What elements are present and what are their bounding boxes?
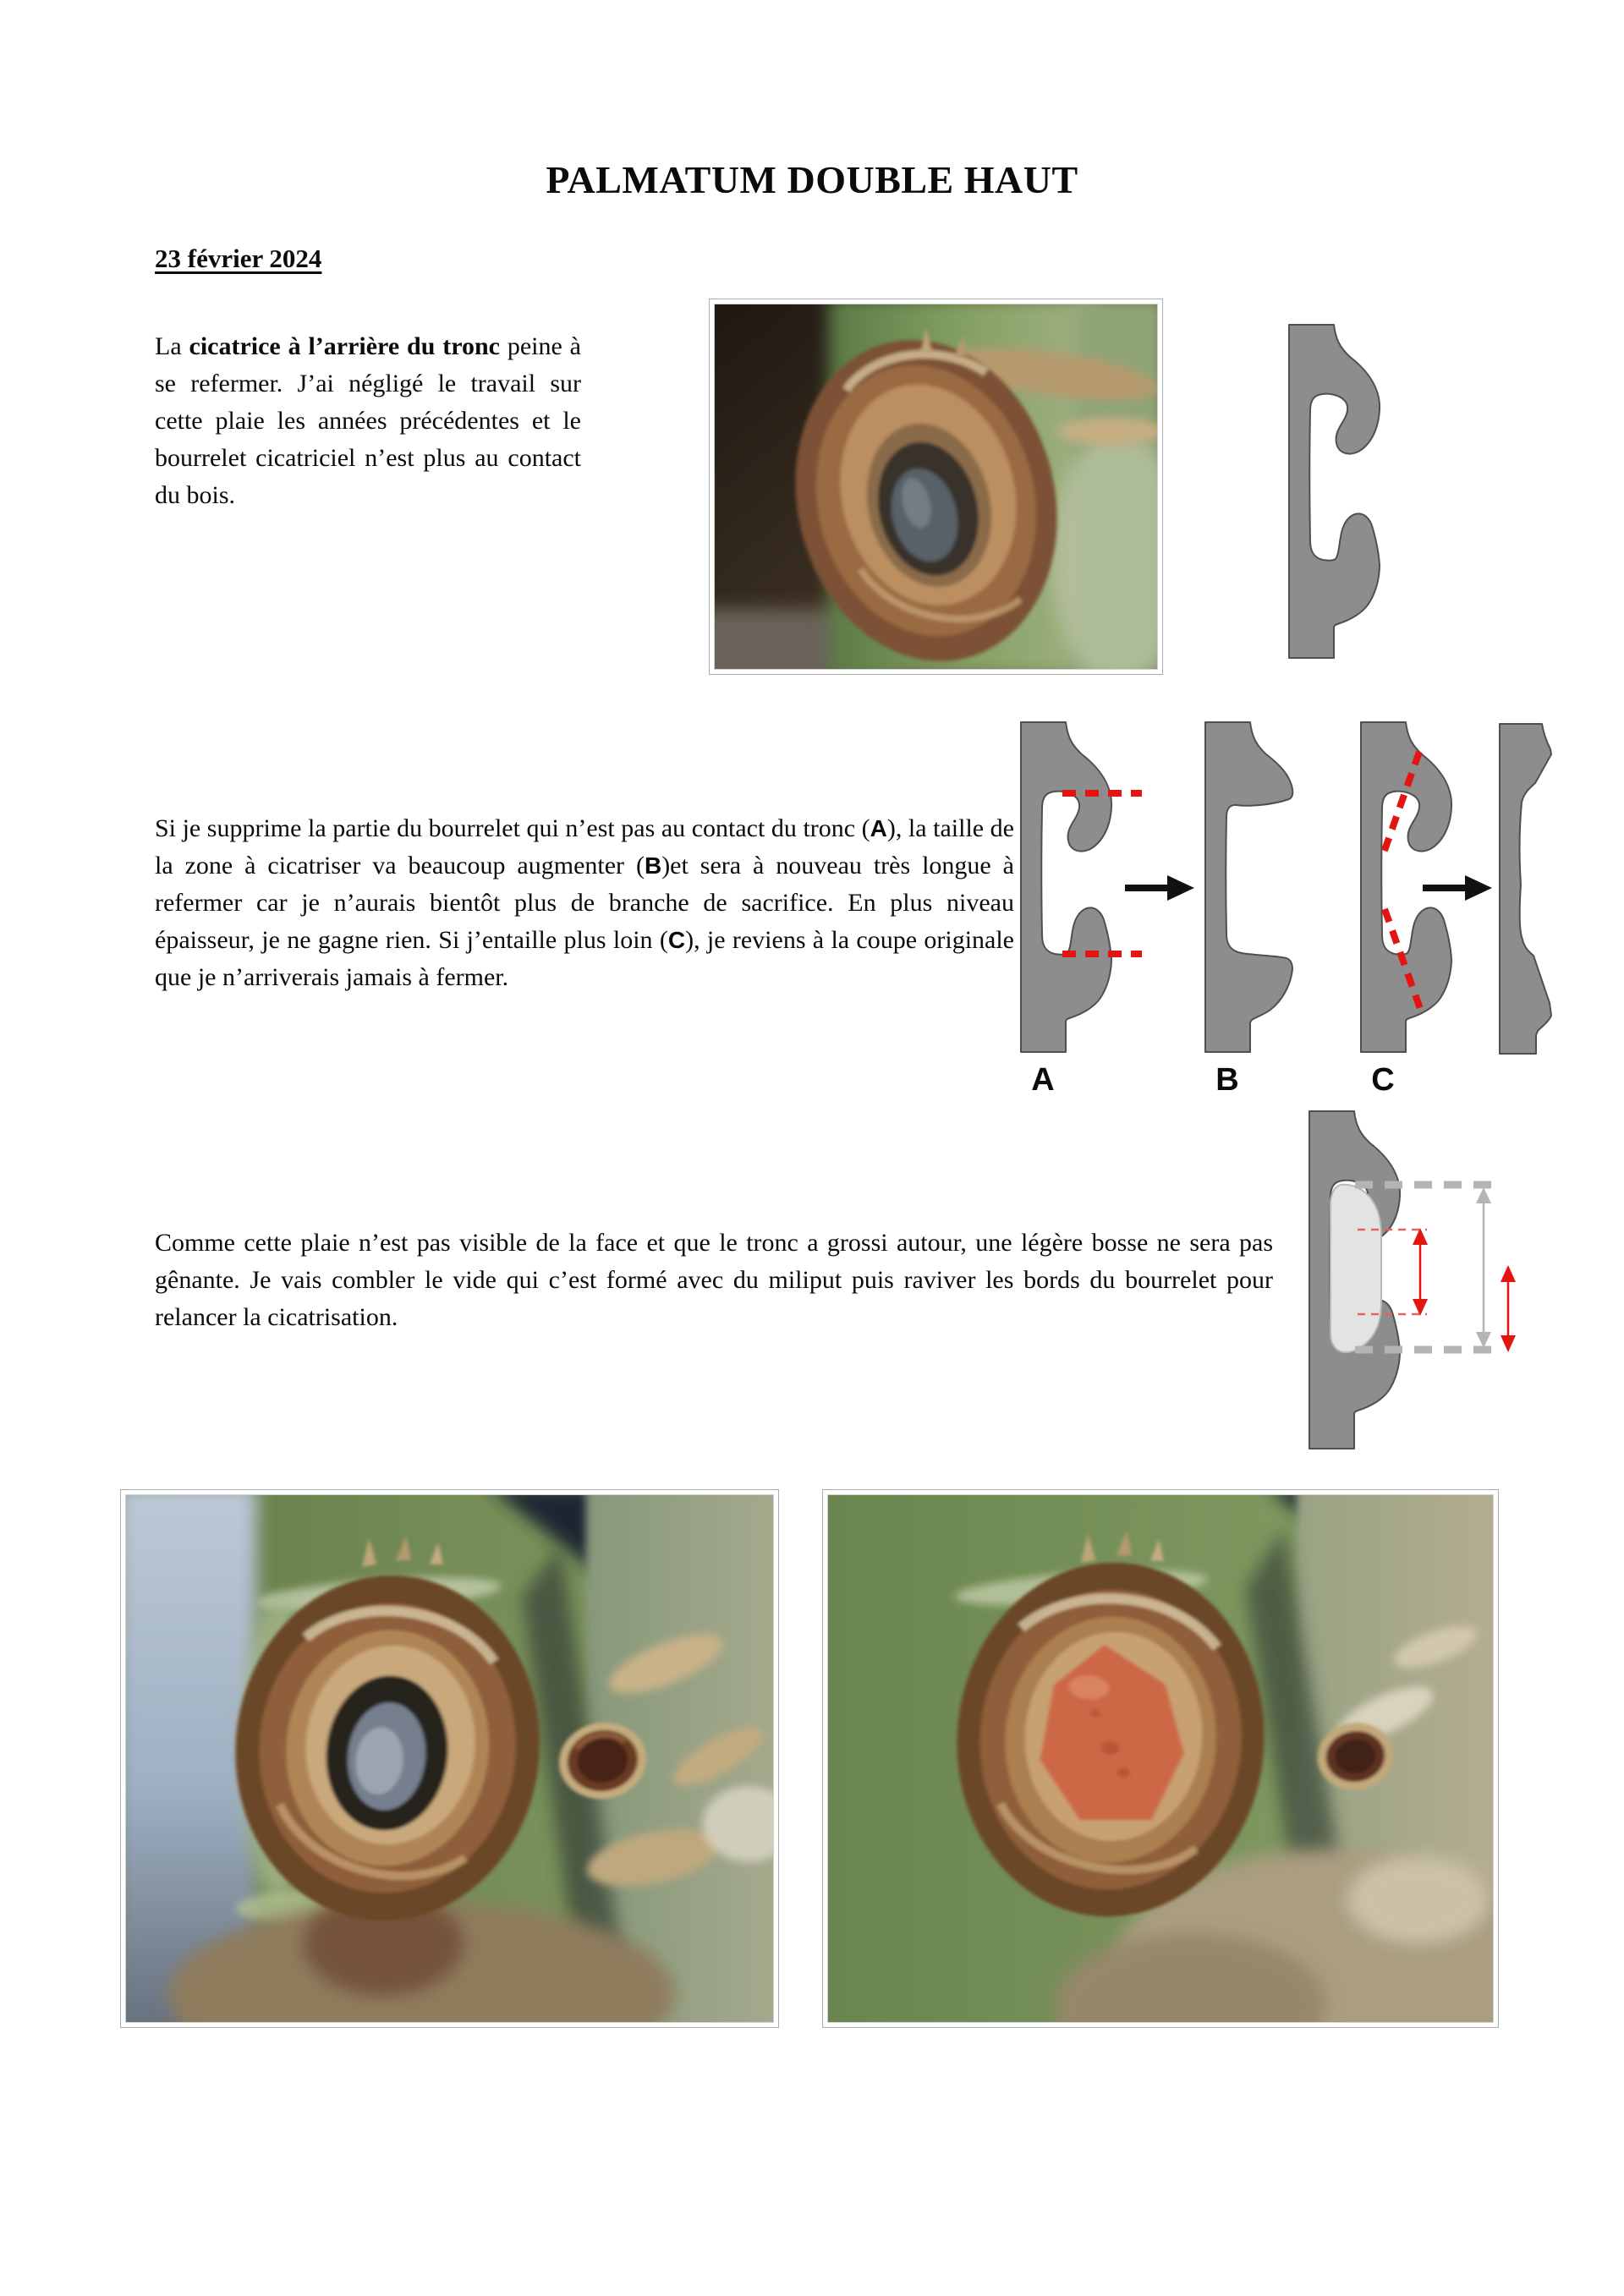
paragraph-cut-s2: ), la taille de la zone à cicatriser va beaucoup augmenter (	[155, 814, 1014, 879]
arrow-down-head-icon	[1476, 1332, 1491, 1348]
label-b-inline: B	[644, 852, 662, 879]
diagram-label-b: B	[1215, 1062, 1239, 1098]
diagram-label-c: C	[1371, 1062, 1395, 1098]
diagram-putty-filling	[1309, 1110, 1524, 1454]
trunk-profile-shape	[1021, 722, 1111, 1052]
paragraph-cut-s4: ), je reviens à la coupe originale que je n’arriverais jamais à fermer.	[155, 926, 1014, 991]
label-a-inline: A	[870, 815, 887, 841]
photo-scar-back-of-trunk	[709, 299, 1163, 675]
paragraph-intro-rest: peine à se refermer. J’ai négligé le travail sur cette plaie les années précédentes et le bourrelet cicatriciel n’est plus au contact du bois.	[155, 332, 581, 509]
arrow-up-head-icon	[1501, 1265, 1516, 1282]
photo-wound-after	[822, 1489, 1499, 2028]
putty-fill-shape	[1330, 1185, 1381, 1352]
paragraph-cut-s1: Si je supprime la partie du bourrelet qui n’est pas au contact du tronc (	[155, 814, 870, 842]
trunk-profile-shape	[1205, 722, 1292, 1052]
diagram-label-a: A	[1031, 1062, 1055, 1098]
arrow-right-icon	[1423, 875, 1494, 901]
photo-scar-back-of-trunk-image	[714, 304, 1158, 670]
paragraph-cut-s3: )et sera à nouveau très longue à refermer car je n’aurais bientôt plus de branche de sacrifice. En plus niveau épaisseur, je ne gagne rien. Si j’entaille plus loin (	[155, 852, 1014, 954]
paragraph-intro-lead: La	[155, 332, 189, 360]
arrow-right-icon	[1125, 875, 1196, 901]
photo-scar-illustration	[715, 304, 1157, 669]
photo-wound-before-image	[125, 1494, 774, 2023]
diagram-profile-initial	[1288, 324, 1385, 659]
paragraph-intro-bold: cicatrice à l’arrière du tronc	[189, 332, 500, 360]
diagram-step-c-result	[1499, 723, 1566, 1055]
diagram-step-b	[1204, 721, 1302, 1053]
photo-after-illustration	[828, 1495, 1493, 2022]
photo-wound-before	[120, 1489, 779, 2028]
photo-wound-after-image	[827, 1494, 1494, 2023]
paragraph-filling-plan: Comme cette plaie n’est pas visible de la face et que le tronc a grossi autour, une légère bosse ne sera pas gênante. Je vais combler le vide qui c’est formé avec du miliput puis raviver les bords du bourrelet pour relancer la cicatrisation.	[155, 1229, 1273, 1331]
arrow-up-head-icon	[1476, 1187, 1491, 1203]
arrow-down-head-icon	[1501, 1335, 1516, 1352]
trunk-profile-shape	[1500, 724, 1551, 1054]
label-c-inline: C	[667, 927, 686, 953]
document-title: PALMATUM DOUBLE HAUT	[546, 158, 1078, 201]
date-heading: 23 février 2024	[155, 244, 322, 273]
trunk-profile-shape	[1289, 325, 1380, 658]
paragraph-intro	[155, 328, 581, 514]
paragraph-cut-options	[155, 810, 1014, 996]
photo-before-illustration	[126, 1495, 773, 2022]
